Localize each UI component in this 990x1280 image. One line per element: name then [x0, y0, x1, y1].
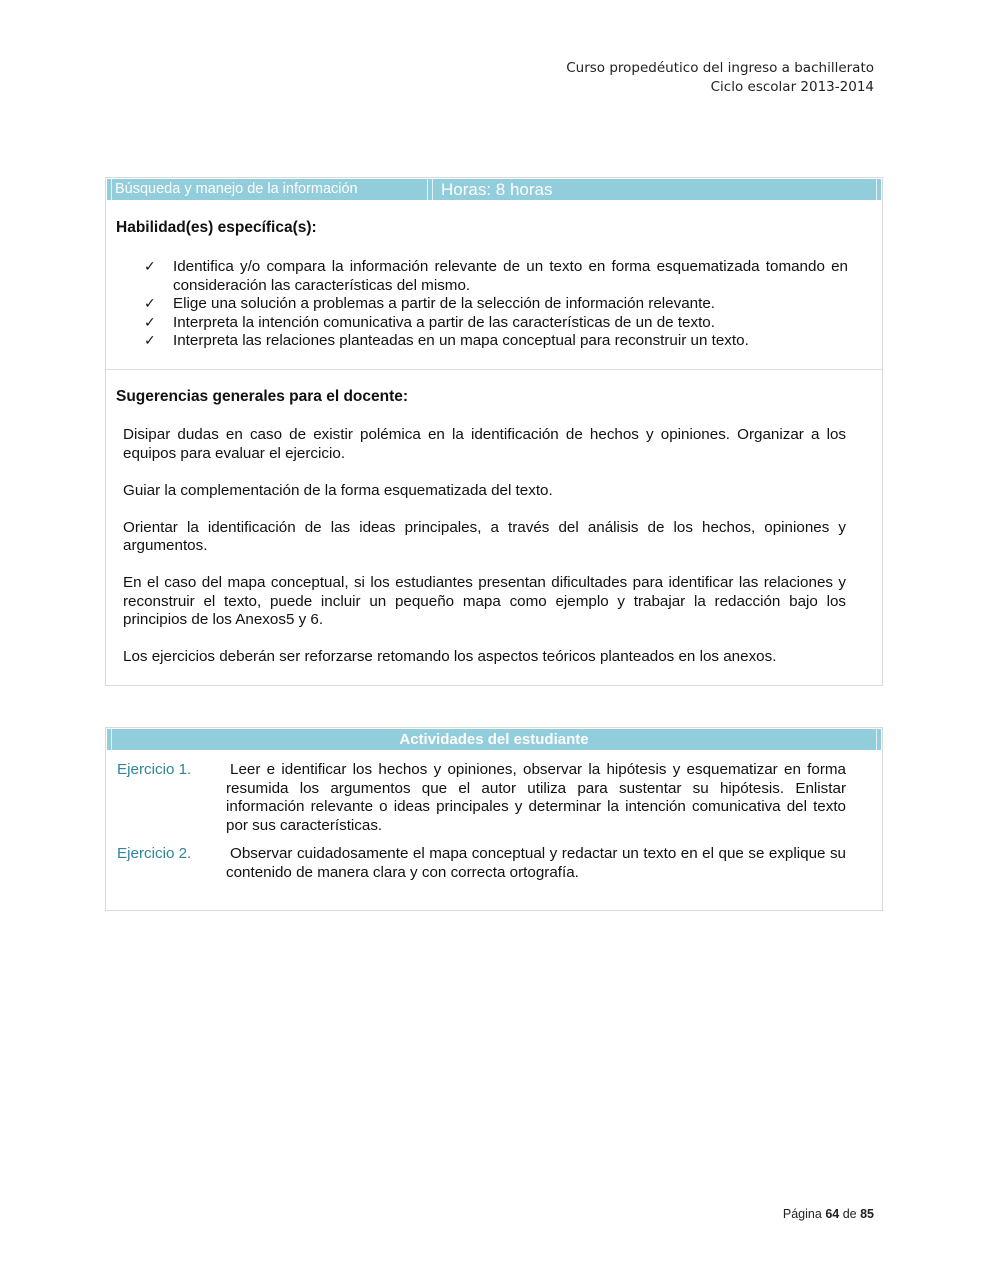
skill-text: Interpreta la intención comunicativa a partir de las características de un de texto.	[173, 313, 715, 331]
page-header	[566, 59, 874, 96]
checkmark-icon: ✓	[144, 314, 156, 331]
exercise-label: Ejercicio 2.	[117, 845, 192, 862]
skill-text: Elige una solución a problemas a partir de la selección de información relevante.	[173, 295, 715, 312]
list-item	[144, 314, 848, 333]
suggestions-title: Sugerencias generales para el docente:	[116, 388, 409, 405]
header-course-title: Curso propedéutico del ingreso a bachillerato	[566, 60, 874, 76]
header-divider	[876, 179, 881, 200]
list-item	[144, 332, 848, 351]
footer-page-word: Página	[782, 1207, 822, 1221]
checkmark-icon: ✓	[144, 296, 156, 312]
footer-total-pages: 85	[860, 1207, 874, 1221]
header-divider	[876, 729, 881, 750]
exercise-list	[117, 761, 846, 892]
skills-list	[144, 258, 848, 351]
suggestion-paragraph: Disipar dudas en caso de existir polémica en la identificación de hechos y opiniones. Organizar a los equipos para evaluar el ejercicio.	[123, 426, 846, 462]
exercise-text: Leer e identificar los hechos y opiniones, observar la hipótesis y esquematizar en forma resumida los argumentos que el autor utiliza para sustentar su hipótesis. Enlistar información relevante o ideas principales y determinar la intención comunicativa del texto por sus características.	[226, 761, 846, 834]
suggestion-paragraph: Guiar la complementación de la forma esquematizada del texto.	[123, 481, 553, 499]
footer-of-word: de	[842, 1207, 857, 1221]
checkmark-icon: ✓	[144, 259, 156, 275]
suggestion-paragraph: Orientar la identificación de las ideas principales, a través del análisis de los hechos, opiniones y argumentos.	[123, 518, 846, 554]
activities-header-band	[107, 729, 881, 750]
list-item	[144, 258, 848, 295]
exercise-item	[117, 845, 846, 882]
section-divider	[106, 369, 882, 370]
skill-text: Interpreta las relaciones planteadas en un mapa conceptual para reconstruir un texto.	[173, 332, 749, 349]
competency-title: Búsqueda y manejo de la información	[112, 179, 428, 200]
exercise-text: Observar cuidadosamente el mapa conceptual y redactar un texto en el que se explique su contenido de manera clara y con correcta ortografía.	[226, 845, 846, 881]
skills-title: Habilidad(es) específica(s):	[116, 219, 317, 236]
list-item	[144, 295, 848, 314]
exercise-label: Ejercicio 1.	[117, 761, 192, 778]
footer-page-number: 64	[825, 1207, 840, 1221]
skill-text: Identifica y/o compara la información relevante de un texto en forma esquematizada tomando en consideración las características del mismo.	[173, 258, 848, 294]
competency-hours: Horas: 8 horas	[432, 179, 876, 200]
competency-header-band	[107, 179, 881, 200]
checkmark-icon: ✓	[144, 333, 156, 349]
activities-table	[105, 727, 883, 911]
header-school-year: Ciclo escolar 2013-2014	[710, 78, 874, 95]
suggestion-paragraph: Los ejercicios deberán ser reforzarse retomando los aspectos teóricos planteados en los anexos.	[123, 648, 777, 665]
activities-title: Actividades del estudiante	[399, 731, 589, 748]
competency-table	[105, 177, 883, 686]
exercise-item	[117, 761, 846, 835]
suggestion-paragraph: En el caso del mapa conceptual, si los estudiantes presentan dificultades para identificar las relaciones y reconstruir el texto, puede incluir un pequeño mapa como ejemplo y trabajar la redacción bajo los principios de los Anexos5 y 6.	[123, 574, 846, 628]
page-footer	[783, 1207, 874, 1221]
suggestions-body	[123, 426, 846, 685]
